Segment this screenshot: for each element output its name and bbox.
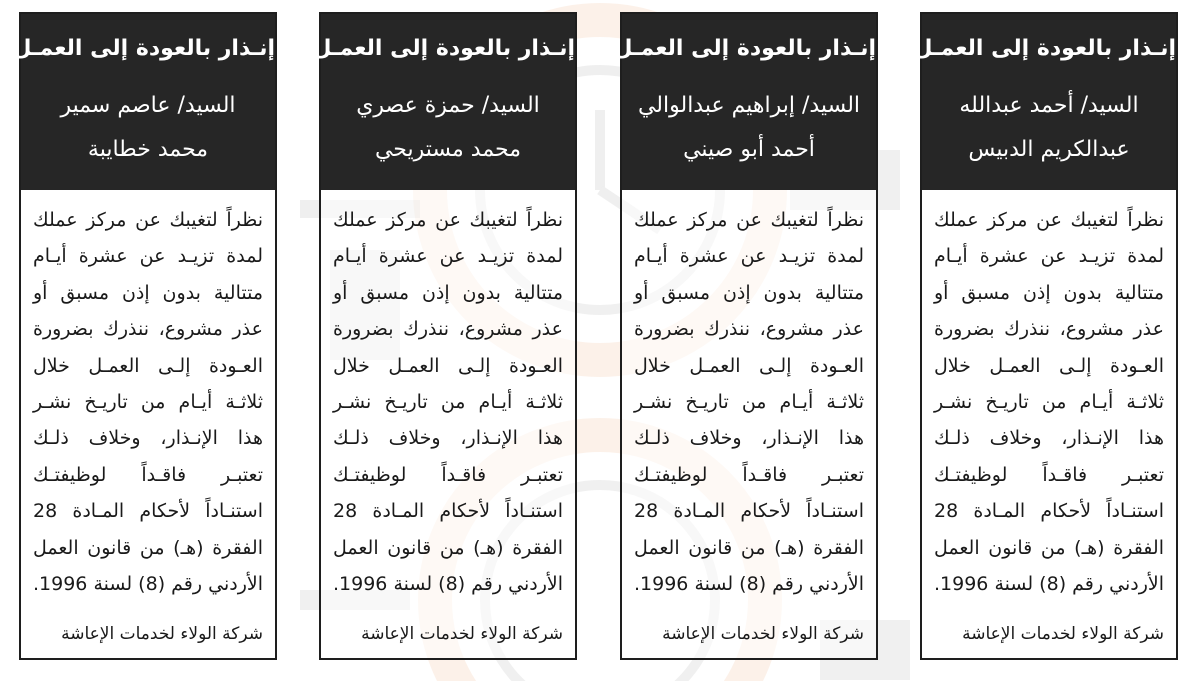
notice-title: إنـذار بالعودة إلى العمـل bbox=[913, 36, 1176, 61]
body-line: عذر مشروع، ننذرك بضرورة bbox=[33, 318, 263, 341]
body-line: نظراً لتغيبك عن مركز عملك bbox=[333, 209, 563, 231]
recipient-name bbox=[21, 84, 275, 172]
notice-title: إنـذار بالعودة إلى العمـل bbox=[613, 36, 876, 61]
body-line: نظراً لتغيبك عن مركز عملك bbox=[934, 209, 1164, 231]
body-line: نظراً لتغيبك عن مركز عملك bbox=[634, 209, 864, 231]
body-line: الأردني رقم (8) لسنة 1996. bbox=[33, 573, 263, 596]
body-line: الفقرة (هـ) من قانون العمل bbox=[33, 536, 263, 559]
recipient-name-line2: أحمد أبو صيني bbox=[683, 137, 815, 162]
body-line: هذا الإنـذار، وخلاف ذلـك bbox=[333, 427, 563, 450]
company-name: شركة الولاء لخدمات الإعاشة bbox=[361, 624, 563, 644]
notice-card bbox=[312, 12, 577, 660]
body-line: تعتبـر فاقـداً لوظيفتـك bbox=[33, 463, 263, 486]
body-line: تعتبـر فاقـداً لوظيفتـك bbox=[333, 463, 563, 486]
notice-header bbox=[312, 14, 575, 190]
body-line: تعتبـر فاقـداً لوظيفتـك bbox=[934, 463, 1164, 486]
recipient-name-line1: السيد/ حمزة عصري bbox=[356, 93, 540, 118]
recipient-name-line2: محمد خطايبة bbox=[87, 137, 209, 162]
notice-body bbox=[922, 190, 1176, 602]
body-line: متتالية بدون إذن مسبق أو bbox=[634, 281, 864, 304]
company-name: شركة الولاء لخدمات الإعاشة bbox=[962, 624, 1164, 644]
notice-title: إنـذار بالعودة إلى العمـل bbox=[312, 36, 575, 61]
body-line: هذا الإنـذار، وخلاف ذلـك bbox=[33, 427, 263, 450]
body-line: هذا الإنـذار، وخلاف ذلـك bbox=[634, 427, 864, 450]
body-line: ثلاثـة أيـام من تاريـخ نشـر bbox=[33, 391, 263, 414]
body-line: استنـاداً لأحكام المـادة 28 bbox=[634, 500, 864, 523]
body-line: استنـاداً لأحكام المـادة 28 bbox=[333, 500, 563, 523]
notice-header bbox=[12, 14, 275, 190]
body-line: الأردني رقم (8) لسنة 1996. bbox=[934, 573, 1164, 596]
recipient-name-line1: السيد/ عاصم سمير bbox=[60, 93, 236, 118]
body-line: استنـاداً لأحكام المـادة 28 bbox=[934, 500, 1164, 523]
recipient-name-line2: عبدالكريم الدبيس bbox=[968, 137, 1130, 162]
body-line: نظراً لتغيبك عن مركز عملك bbox=[33, 209, 263, 231]
notice-body bbox=[21, 190, 275, 602]
notice-body bbox=[321, 190, 575, 602]
notice-card bbox=[613, 12, 878, 660]
recipient-name bbox=[622, 84, 876, 172]
body-line: العـودة إلـى العمـل خلال bbox=[33, 354, 263, 377]
recipient-name-line2: محمد مستريحي bbox=[374, 137, 522, 162]
body-line: لمدة تزيـد عن عشرة أيـام bbox=[634, 245, 864, 268]
body-line: استنـاداً لأحكام المـادة 28 bbox=[33, 500, 263, 523]
notice-card bbox=[12, 12, 277, 660]
body-line: ثلاثـة أيـام من تاريـخ نشـر bbox=[934, 391, 1164, 414]
body-line: الأردني رقم (8) لسنة 1996. bbox=[634, 573, 864, 596]
body-line: لمدة تزيـد عن عشرة أيـام bbox=[33, 245, 263, 268]
body-line: متتالية بدون إذن مسبق أو bbox=[333, 281, 563, 304]
body-line: هذا الإنـذار، وخلاف ذلـك bbox=[934, 427, 1164, 450]
recipient-name-line1: السيد/ أحمد عبدالله bbox=[959, 93, 1139, 118]
body-line: متتالية بدون إذن مسبق أو bbox=[33, 281, 263, 304]
body-line: الفقرة (هـ) من قانون العمل bbox=[934, 536, 1164, 559]
body-line: الأردني رقم (8) لسنة 1996. bbox=[333, 573, 563, 596]
notice-title: إنـذار بالعودة إلى العمـل bbox=[12, 36, 275, 61]
company-name: شركة الولاء لخدمات الإعاشة bbox=[662, 624, 864, 644]
recipient-name-line1: السيد/ إبراهيم عبدالوالي bbox=[637, 93, 861, 118]
body-line: لمدة تزيـد عن عشرة أيـام bbox=[934, 245, 1164, 268]
body-line: ثلاثـة أيـام من تاريـخ نشـر bbox=[333, 391, 563, 414]
body-line: العـودة إلـى العمـل خلال bbox=[634, 354, 864, 377]
company-name: شركة الولاء لخدمات الإعاشة bbox=[61, 624, 263, 644]
notice-header bbox=[613, 14, 876, 190]
body-line: عذر مشروع، ننذرك بضرورة bbox=[934, 318, 1164, 341]
notice-body bbox=[622, 190, 876, 602]
body-line: تعتبـر فاقـداً لوظيفتـك bbox=[634, 463, 864, 486]
body-line: متتالية بدون إذن مسبق أو bbox=[934, 281, 1164, 304]
body-line: العـودة إلـى العمـل خلال bbox=[333, 354, 563, 377]
recipient-name bbox=[922, 84, 1176, 172]
body-line: عذر مشروع، ننذرك بضرورة bbox=[333, 318, 563, 341]
body-line: الفقرة (هـ) من قانون العمل bbox=[634, 536, 864, 559]
notice-header bbox=[913, 14, 1176, 190]
recipient-name bbox=[321, 84, 575, 172]
body-line: العـودة إلـى العمـل خلال bbox=[934, 354, 1164, 377]
notice-card bbox=[913, 12, 1178, 660]
body-line: لمدة تزيـد عن عشرة أيـام bbox=[333, 245, 563, 268]
body-line: عذر مشروع، ننذرك بضرورة bbox=[634, 318, 864, 341]
body-line: ثلاثـة أيـام من تاريـخ نشـر bbox=[634, 391, 864, 414]
body-line: الفقرة (هـ) من قانون العمل bbox=[333, 536, 563, 559]
